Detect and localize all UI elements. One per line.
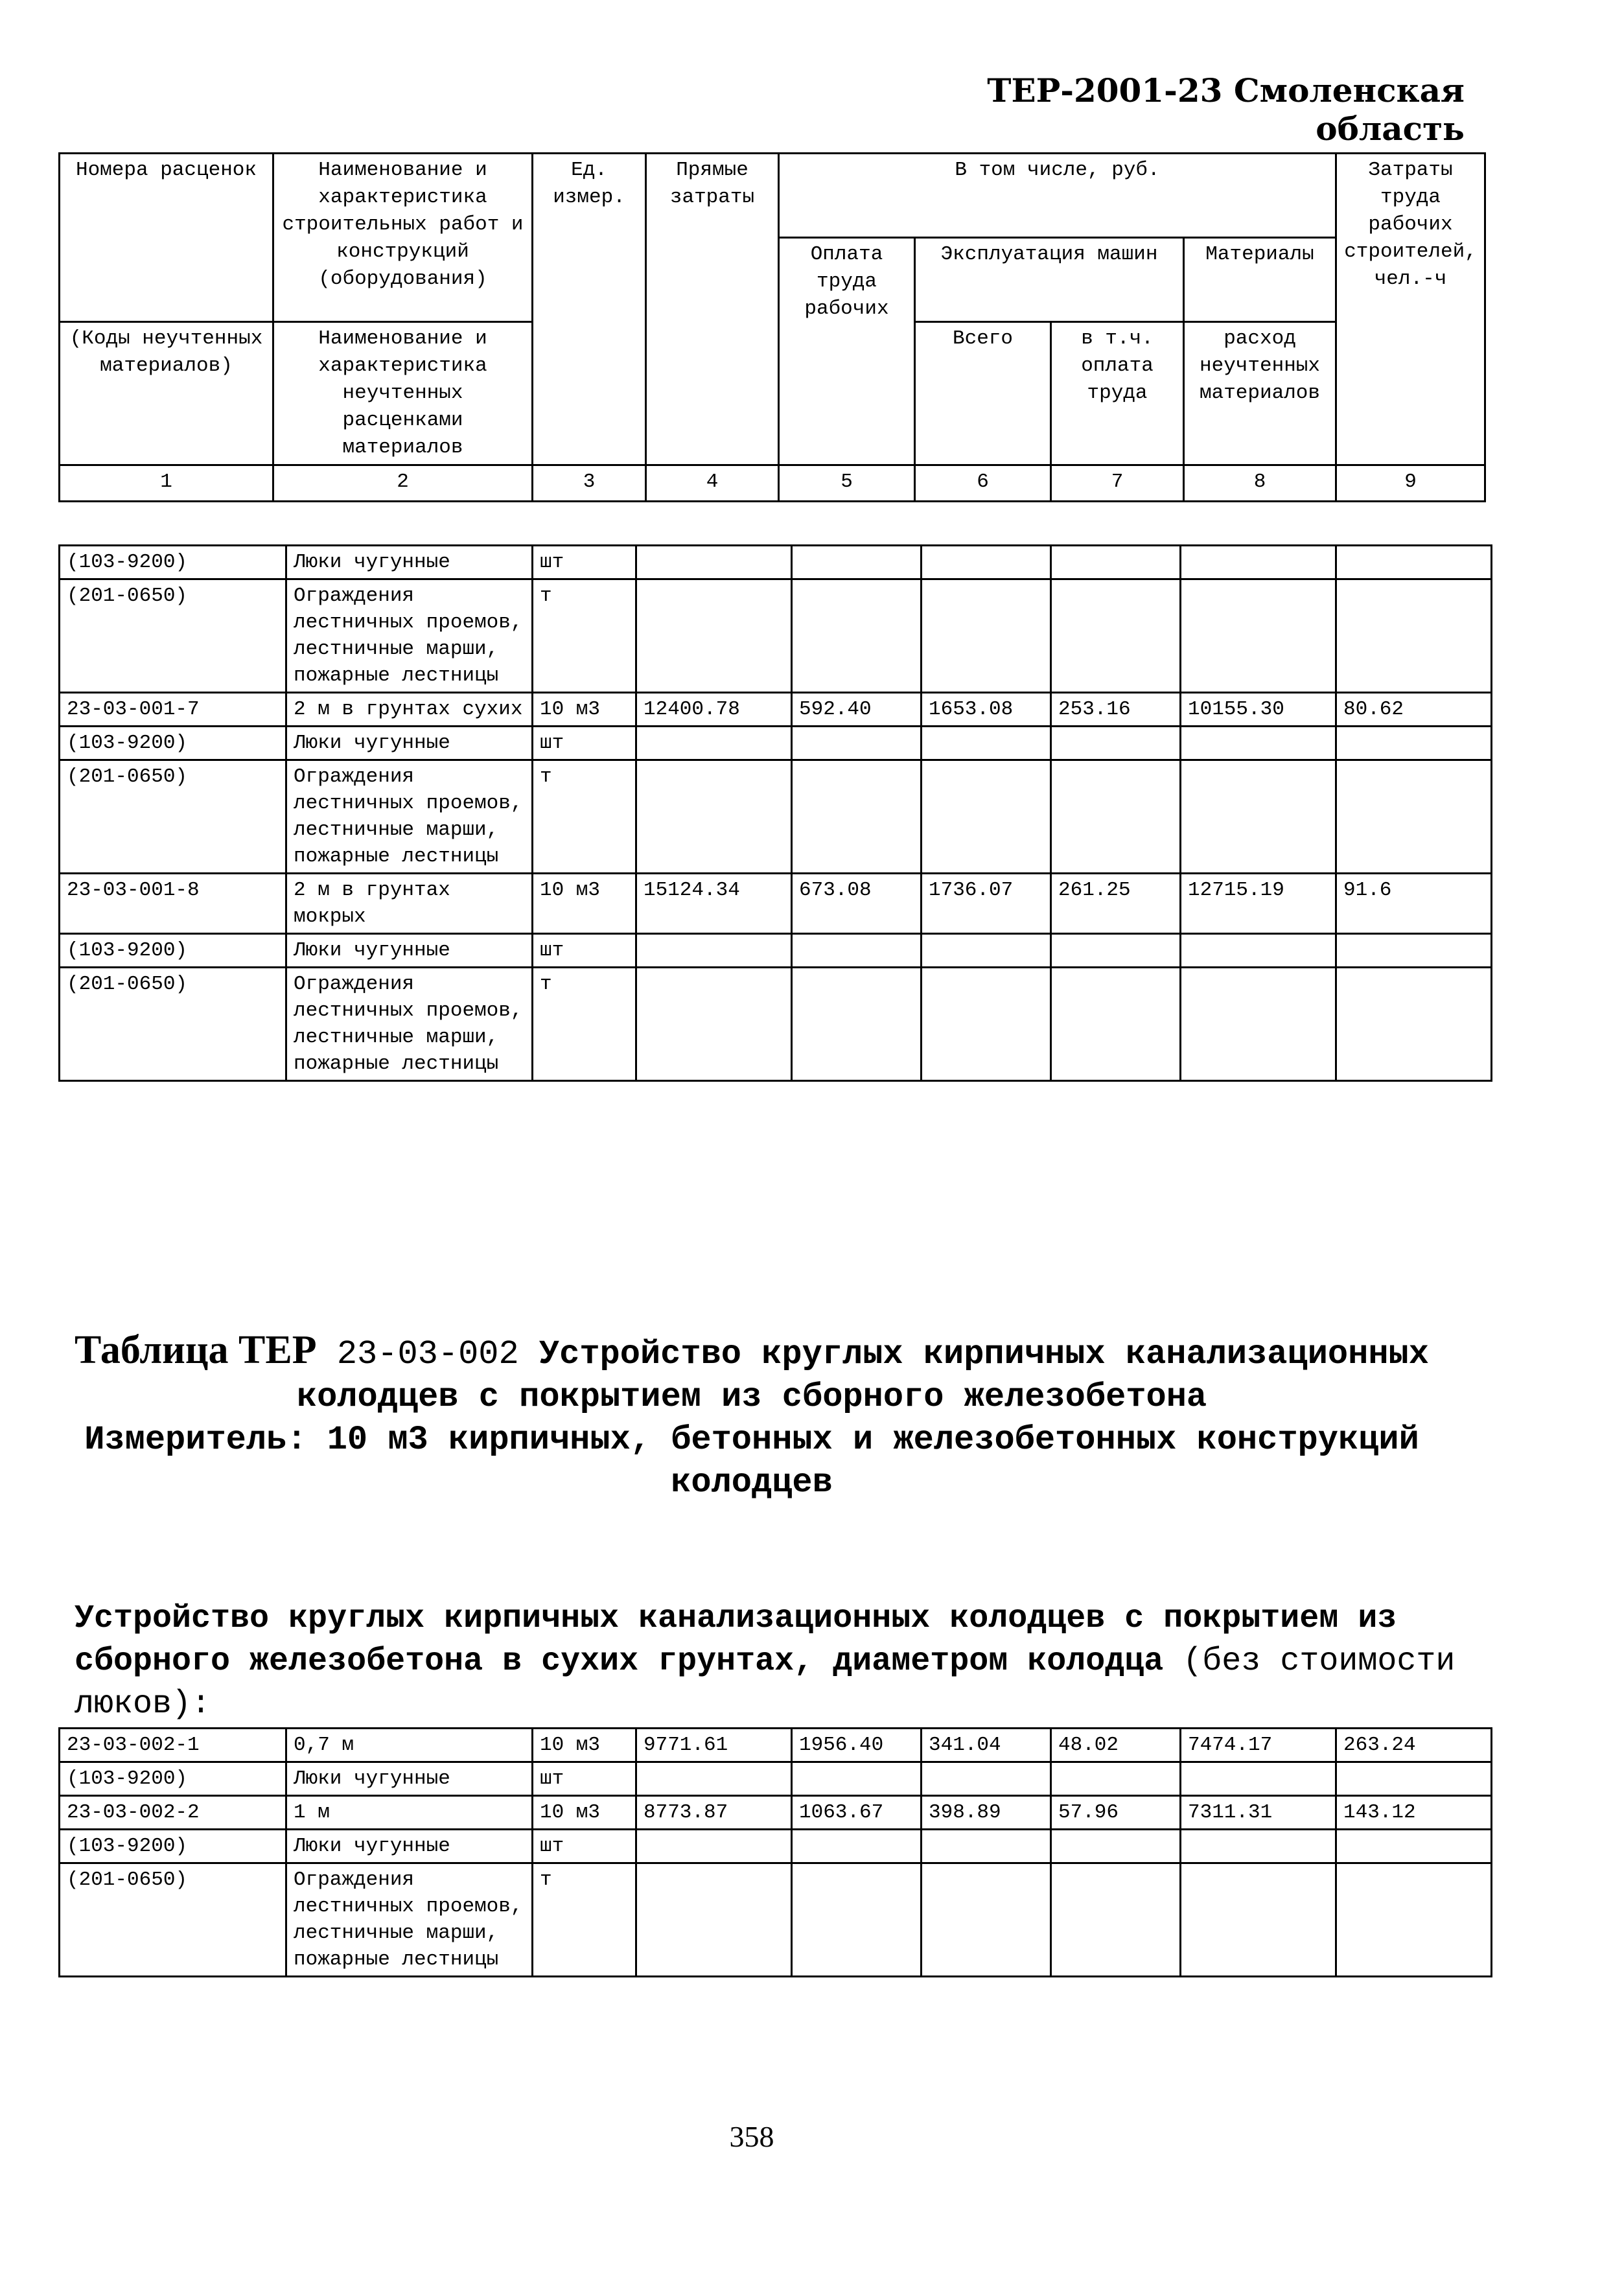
table-cell: Люки чугунные (286, 1762, 533, 1796)
table-cell (1181, 1863, 1336, 1977)
table-cell (792, 934, 922, 968)
table-cell: 592.40 (792, 693, 922, 727)
table-row (60, 968, 1492, 1081)
header-machines: Эксплуатация машин (915, 238, 1184, 322)
table-cell (1051, 1863, 1181, 1977)
table-cell: шт (533, 546, 636, 579)
table-cell: (103-9200) (60, 546, 286, 579)
table-row (60, 1796, 1492, 1830)
table-cell: 261.25 (1051, 874, 1181, 934)
table-cell: 23-03-002-2 (60, 1796, 286, 1830)
table-cell (792, 727, 922, 760)
table-row (60, 1762, 1492, 1796)
table-cell (792, 968, 922, 1081)
table-cell: 1653.08 (922, 693, 1051, 727)
table-cell: 12400.78 (636, 693, 792, 727)
running-header-title: ТЕР-2001-23 Смоленская область (987, 71, 1465, 148)
table-cell: т (533, 579, 636, 693)
table-cell (922, 727, 1051, 760)
table-cell (792, 579, 922, 693)
table-cell (922, 1830, 1051, 1863)
table-cell (636, 727, 792, 760)
table-cell (1336, 934, 1492, 968)
table-cell (1051, 1830, 1181, 1863)
table-cell: шт (533, 934, 636, 968)
table-cell: Люки чугунные (286, 1830, 533, 1863)
table-cell: 9771.61 (636, 1729, 792, 1762)
page-number: 358 (729, 2120, 774, 2153)
table-cell: т (533, 760, 636, 874)
header-machines-labor: в т.ч. оплата труда (1051, 322, 1184, 465)
table-row (60, 1863, 1492, 1977)
table-row (60, 1729, 1492, 1762)
column-number: 2 (273, 465, 533, 502)
header-including: В том числе, руб. (779, 154, 1336, 238)
table-cell: 1736.07 (922, 874, 1051, 934)
table-cell: Ограждения лестничных проемов, лестничные марши, пожарные лестницы (286, 760, 533, 874)
table-cell: (201-0650) (60, 968, 286, 1081)
table-cell: 253.16 (1051, 693, 1181, 727)
column-number: 5 (779, 465, 915, 502)
table-row (60, 579, 1492, 693)
table-cell (1181, 727, 1336, 760)
header-spacer (60, 238, 273, 322)
table-cell (636, 760, 792, 874)
table-cell: шт (533, 1830, 636, 1863)
section-description (75, 1598, 1500, 1726)
table-cell (792, 1863, 922, 1977)
column-header-table (58, 152, 1486, 502)
table-cell (792, 760, 922, 874)
table-cell: Ограждения лестничных проемов, лестничные марши, пожарные лестницы (286, 1863, 533, 1977)
table-cell (1181, 579, 1336, 693)
table-cell: (103-9200) (60, 1762, 286, 1796)
table-cell: (201-0650) (60, 579, 286, 693)
rates-table-2 (58, 1727, 1492, 1977)
table-cell: 10 м3 (533, 874, 636, 934)
table-cell (1336, 1830, 1492, 1863)
table-cell (1336, 546, 1492, 579)
table-cell: шт (533, 727, 636, 760)
header-material-codes: (Коды неучтенных материалов) (60, 322, 273, 465)
table-cell (922, 934, 1051, 968)
header-rate-numbers: Номера расценок (60, 154, 273, 238)
table-cell: 263.24 (1336, 1729, 1492, 1762)
table-cell (636, 968, 792, 1081)
table-row (60, 1830, 1492, 1863)
table-cell: 2 м в грунтах мокрых (286, 874, 533, 934)
table-cell: 23-03-002-1 (60, 1729, 286, 1762)
table-cell: 57.96 (1051, 1796, 1181, 1830)
table-cell (1181, 1830, 1336, 1863)
table-cell (1051, 968, 1181, 1081)
table-cell: 673.08 (792, 874, 922, 934)
table-cell (922, 968, 1051, 1081)
table-cell: 143.12 (1336, 1796, 1492, 1830)
table-cell: Ограждения лестничных проемов, лестничные марши, пожарные лестницы (286, 968, 533, 1081)
table-cell: (103-9200) (60, 1830, 286, 1863)
table-cell: 48.02 (1051, 1729, 1181, 1762)
table-cell (922, 579, 1051, 693)
table-cell (1336, 1762, 1492, 1796)
table-cell (922, 1762, 1051, 1796)
table-cell: 80.62 (1336, 693, 1492, 727)
table-title-block (58, 1329, 1445, 1504)
table-cell: 1956.40 (792, 1729, 922, 1762)
table-cell (636, 1830, 792, 1863)
header-materials: Материалы (1184, 238, 1336, 322)
table-cell (1336, 1863, 1492, 1977)
table-cell: 15124.34 (636, 874, 792, 934)
table-cell (1051, 1762, 1181, 1796)
column-number: 1 (60, 465, 273, 502)
header-labor-pay: Оплата труда рабочих (779, 238, 915, 465)
table-cell (1336, 727, 1492, 760)
section-bold-text: Устройство круглых кирпичных канализационных колодцев с покрытием из сборного железобетона в сухих грунтах, диаметром колодца (75, 1600, 1397, 1680)
table-cell: 8773.87 (636, 1796, 792, 1830)
table-cell (1181, 1762, 1336, 1796)
table-cell (1051, 727, 1181, 760)
table-cell: (103-9200) (60, 727, 286, 760)
table-row (60, 874, 1492, 934)
table-cell (1181, 968, 1336, 1081)
table-cell: (103-9200) (60, 934, 286, 968)
table-cell: 10155.30 (1181, 693, 1336, 727)
table-cell: 2 м в грунтах сухих (286, 693, 533, 727)
table-cell (636, 1762, 792, 1796)
header-work-name: Наименование и характеристика строительных работ и конструкций (оборудования) (273, 154, 533, 322)
measurement-value: 10 м3 кирпичных, бетонных и железобетонных конструкций колодцев (327, 1421, 1419, 1502)
table-cell: (201-0650) (60, 1863, 286, 1977)
table-cell: 10 м3 (533, 693, 636, 727)
table-row (60, 727, 1492, 760)
table-cell (922, 546, 1051, 579)
table-cell (792, 546, 922, 579)
table-cell (1336, 760, 1492, 874)
header-direct-costs: Прямые затраты (646, 154, 779, 465)
table-cell: т (533, 1863, 636, 1977)
table-cell (1051, 546, 1181, 579)
table-cell: Люки чугунные (286, 546, 533, 579)
column-number: 6 (915, 465, 1051, 502)
rates-table-1 (58, 544, 1492, 1082)
table-cell (636, 1863, 792, 1977)
table-cell: 7474.17 (1181, 1729, 1336, 1762)
table-cell: 23-03-001-8 (60, 874, 286, 934)
table-cell (1051, 934, 1181, 968)
table-title-name: Устройство круглых кирпичных канализационных колодцев с покрытием из сборного железобетона (296, 1335, 1429, 1416)
table-cell: 23-03-001-7 (60, 693, 286, 727)
table-cell: 1063.67 (792, 1796, 922, 1830)
header-machines-total: Всего (915, 322, 1051, 465)
table-cell: Ограждения лестничных проемов, лестничные марши, пожарные лестницы (286, 579, 533, 693)
column-number: 9 (1336, 465, 1485, 502)
table-cell: 398.89 (922, 1796, 1051, 1830)
table-cell (922, 760, 1051, 874)
table-cell (1051, 579, 1181, 693)
table-cell (1181, 546, 1336, 579)
table-title-prefix: Таблица ТЕР (75, 1328, 317, 1372)
table-cell (1181, 934, 1336, 968)
table-title-code: 23-03-002 (336, 1335, 519, 1373)
table-cell (792, 1830, 922, 1863)
table-cell (1181, 760, 1336, 874)
table-cell (636, 579, 792, 693)
header-unit: Ед. измер. (533, 154, 646, 465)
table-cell: 10 м3 (533, 1796, 636, 1830)
table-cell: 7311.31 (1181, 1796, 1336, 1830)
table-cell (636, 934, 792, 968)
table-cell: 10 м3 (533, 1729, 636, 1762)
table-cell: 0,7 м (286, 1729, 533, 1762)
table-cell: Люки чугунные (286, 727, 533, 760)
column-number: 8 (1184, 465, 1336, 502)
table-cell: 91.6 (1336, 874, 1492, 934)
table-cell: Люки чугунные (286, 934, 533, 968)
header-material-usage: расход неучтенных материалов (1184, 322, 1336, 465)
table-cell (1336, 968, 1492, 1081)
column-number: 4 (646, 465, 779, 502)
column-number-row (60, 465, 1485, 502)
column-number: 7 (1051, 465, 1184, 502)
table-cell (1336, 579, 1492, 693)
column-number: 3 (533, 465, 646, 502)
table-cell (1051, 760, 1181, 874)
table-cell: т (533, 968, 636, 1081)
table-row (60, 693, 1492, 727)
table-cell (922, 1863, 1051, 1977)
table-row (60, 934, 1492, 968)
table-cell (792, 1762, 922, 1796)
section-note: (без стоимости люков): (75, 1643, 1456, 1723)
header-labor-hours: Затраты труда рабочих строителей, чел.-ч (1336, 154, 1485, 465)
table-cell: 1 м (286, 1796, 533, 1830)
table-row (60, 546, 1492, 579)
table-cell (636, 546, 792, 579)
measurement-label: Измеритель: (84, 1421, 307, 1459)
header-material-names: Наименование и характеристика неучтенных расценками материалов (273, 322, 533, 465)
table-row (60, 760, 1492, 874)
table-cell: (201-0650) (60, 760, 286, 874)
table-cell: 12715.19 (1181, 874, 1336, 934)
table-cell: 341.04 (922, 1729, 1051, 1762)
table-cell: шт (533, 1762, 636, 1796)
